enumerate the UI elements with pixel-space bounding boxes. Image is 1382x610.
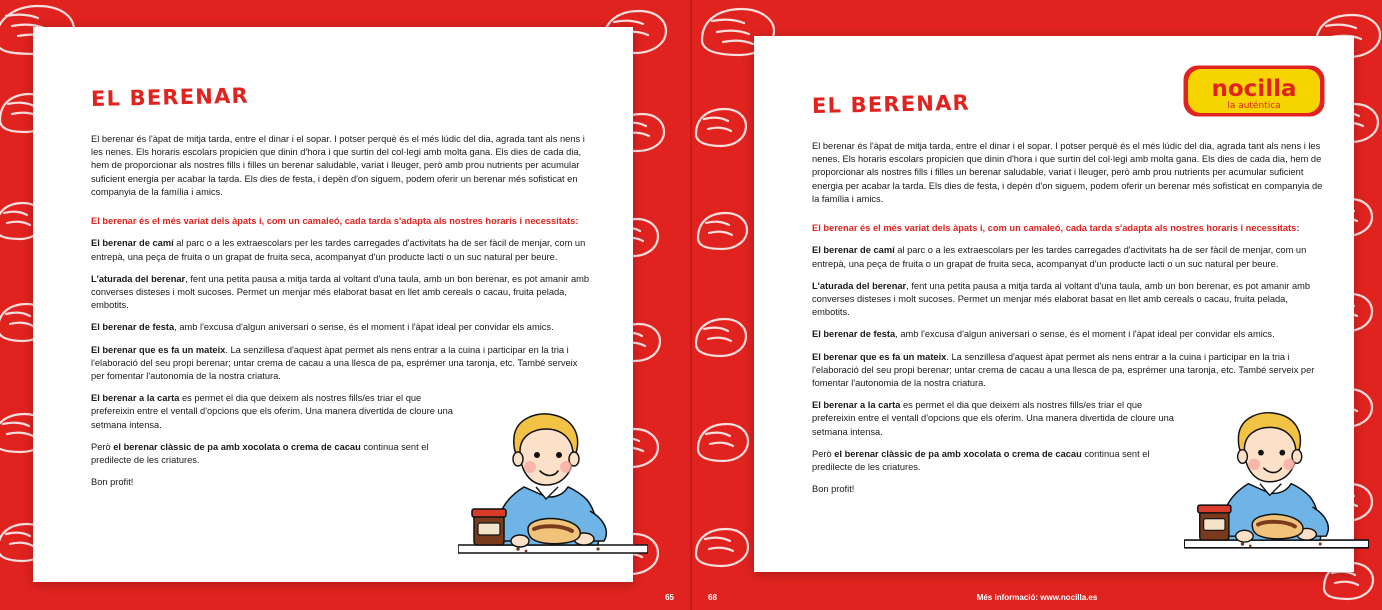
item-text: al parc o a les extraescolars per les tardes carregades d'activitats ha de ser fàcil de menjar, com un entrepà, una peça de fruita o un grapat de fruita seca, acompanyat d'un producte lacti o un suc natural per beure. [812,245,1307,269]
item-lead: El berenar de camí [91,238,174,249]
intro-paragraph: El berenar és l'àpat de mitja tarda, entre el dinar i el sopar. I potser perquè és el més lúdic del dia, agrada tant als nens i les nenes. Els horaris escolars propicien que dinin d'hora i que surtin del col·legi amb molta gana. Els dies de cada dia, hem de proporcionar als nostres fills i filles un berenar saludable, variat i lleuger, però amb prou nutrients per acumular suficient energia per acabar la tarda. Els dies de festa, i depèn d'on siguem, podem oferir un berenar més sofisticat en companyia de la família i amics. [812,141,1323,204]
list-item [91,344,593,384]
item-text: es permet el dia que deixem als nostres fills/es triar el que prefereixin entre el ventall d'opcions que els oferim. Una manera divertida de cloure una setmana intensa. [91,393,453,430]
bread-icon [694,420,752,464]
closing-suffix: continua sent el predilecte de les criatures. [812,448,1150,473]
closing-prefix: Però [812,448,835,459]
bread-icon [692,105,750,149]
signoff: Bon profit! [91,477,134,488]
page-right [692,0,1382,610]
article-body-left [90,83,593,489]
bread-icon [692,315,750,359]
item-text: . La senzillesa d'aquest àpat permet als nens entrar a la cuina i participar en la tria i l'elaboració del seu propi berenar; untar crema de cacau a una llesca de pa, esprémer una taronja, etc. També serveix per fomentar l'autonomia de la nostra criatura. [812,351,1315,389]
list-item [812,399,1182,439]
bread-icon [692,525,752,570]
item-lead: El berenar a la carta [91,393,180,404]
paper-left [33,27,633,582]
item-lead: El berenar que es fa un mateix [812,351,947,362]
item-text: al parc o a les extraescolars per les tardes carregades d'activitats ha de ser fàcil de menjar, com un entrepà, una peça de fruita o un grapat de fruita seca, acompanyat d'un producte lacti o un suc natural per beure. [91,238,586,262]
item-text: , fent una petita pausa a mitja tarda al voltant d'una taula, amb un bon berenar, es pot amanir amb converses disteses i molt sucoses. Permet un menjar més elaborat basat en llet amb cereals o cacau, fruita pelada, embotits. [812,280,1311,318]
item-text: . La senzillesa d'aquest àpat permet als nens entrar a la cuina i participar en la tria i l'elaboració del seu propi berenar; untar crema de cacau a una llesca de pa, esprémer una taronja, etc. També serveix per fomentar l'autonomia de la nostra criatura. [91,344,578,382]
article-body-right [811,90,1324,496]
red-lead-paragraph: El berenar és el més variat dels àpats i, com un camaleó, cada tarda s'adapta als nostres horaris i necessitats: [812,223,1300,234]
closing-suffix: continua sent el predilecte de les criatures. [91,441,429,466]
item-lead: L'aturada del berenar [812,280,907,291]
item-text: es permet el dia que deixem als nostres fills/es triar el que prefereixin entre el ventall d'opcions que els oferim. Una manera divertida de cloure una setmana intensa. [812,400,1174,437]
page-number-left: 65 [665,593,674,602]
footer-more-info: Més informació: www.nocilla.es [976,593,1098,602]
list-item [91,392,461,432]
list-item [812,328,1324,341]
item-lead: El berenar de festa [812,329,896,340]
page-title: EL BERENAR [811,90,971,118]
item-lead: El berenar a la carta [812,400,901,411]
list-item [91,321,593,334]
paper-right [754,36,1354,572]
item-text: , amb l'excusa d'algun aniversari o sense, és el moment i l'àpat ideal per convidar els amics. [895,329,1275,340]
item-text: , fent una petita pausa a mitja tarda al voltant d'una taula, amb un bon berenar, es pot amanir amb converses disteses i molt sucoses. Permet un menjar més elaborat basat en llet amb cereals o cacau, fruita pelada, embotits. [91,273,590,311]
item-lead: El berenar que es fa un mateix [91,344,226,355]
list-item [91,273,593,313]
svg-text:la auténtica: la auténtica [1227,101,1281,111]
closing-prefix: Però [91,441,114,452]
red-lead-paragraph: El berenar és el més variat dels àpats i, com un camaleó, cada tarda s'adapta als nostres horaris i necessitats: [91,216,579,227]
page-title: EL BERENAR [90,83,250,111]
svg-text:nocilla: nocilla [1211,76,1297,102]
item-lead: L'aturada del berenar [91,273,186,284]
list-item [812,244,1324,270]
list-item [91,237,593,263]
item-lead: El berenar de camí [812,245,895,256]
list-item [812,351,1324,391]
item-lead: El berenar de festa [91,322,175,333]
page-number-right: 68 [708,593,717,602]
closing-paragraph [812,448,1152,474]
closing-bold: el berenar clàssic de pa amb xocolata o crema de cacau [834,448,1082,459]
item-text: , amb l'excusa d'algun aniversari o sense, és el moment i l'àpat ideal per convidar els amics. [174,322,554,333]
closing-bold: el berenar clàssic de pa amb xocolata o crema de cacau [113,441,361,452]
signoff: Bon profit! [812,484,855,495]
list-item [812,280,1324,320]
intro-paragraph: El berenar és l'àpat de mitja tarda, entre el dinar i el sopar. I potser perquè és el més lúdic del dia, agrada tant als nens i les nenes. Els horaris escolars propicien que dinin d'hora i que surtin del col·legi amb molta gana. Els dies de cada dia, hem de proporcionar als nostres fills i filles un berenar saludable, variat i lleuger, però amb prou nutrients per acumular suficient energia per acabar la tarda. Els dies de festa, i depèn d'on siguem, podem oferir un berenar més sofisticat en companyia de la família i amics. [91,134,585,197]
closing-paragraph [91,441,431,467]
bread-icon [694,210,750,252]
